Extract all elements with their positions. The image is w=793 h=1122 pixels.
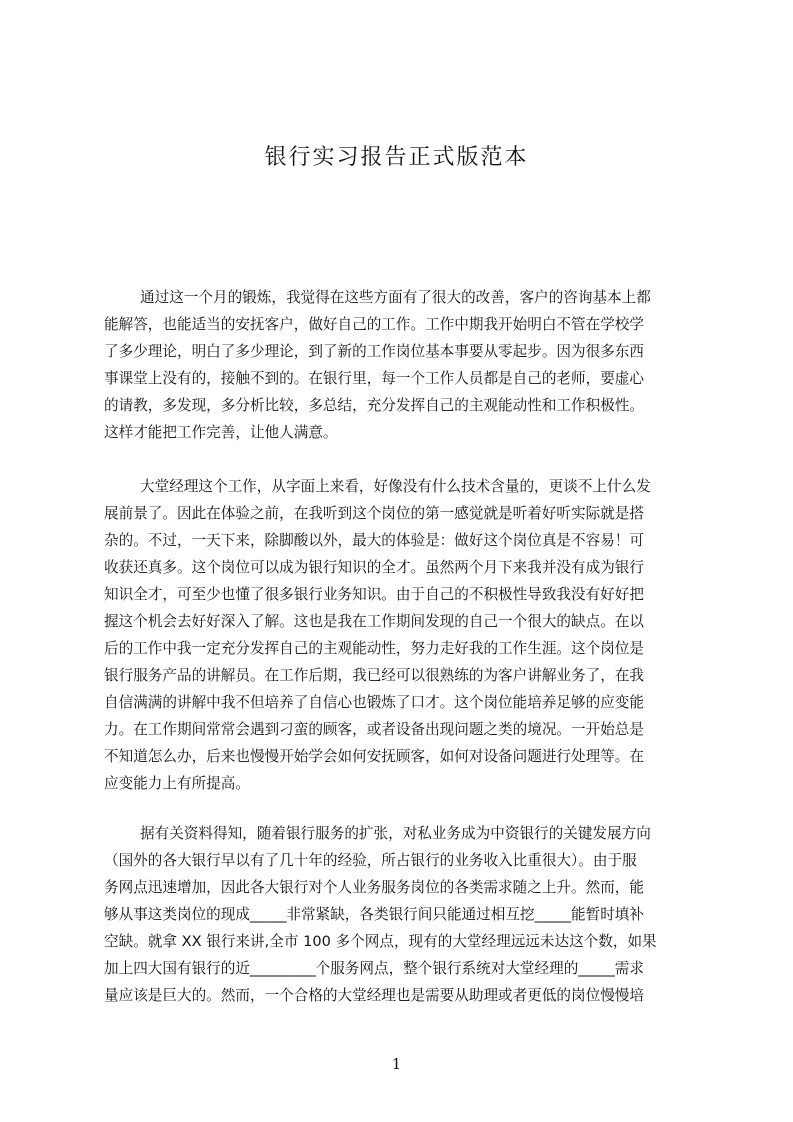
text-line: 事课堂上没有的，接触不到的。在银行里，每一个工作人员都是自己的老师，要虚心	[104, 370, 644, 387]
text-line: 的请教，多发现，多分析比较，多总结，充分发挥自己的主观能动性和工作积极性。	[104, 397, 644, 414]
text-line: 银行服务产品的讲解员。在工作后期，我已经可以很熟练的为客户讲解业务了，在我	[104, 667, 644, 684]
text-line: 后的工作中我一定充分发挥自己的主观能动性，努力走好我的工作生涯。这个岗位是	[104, 640, 644, 657]
text-line: 能解答，也能适当的安抚客户，做好自己的工作。工作中期我开始明白不管在学校学	[104, 316, 644, 333]
text-line: 了多少理论，明白了多少理论，到了新的工作岗位基本事要从零起步。因为很多东西	[104, 343, 644, 360]
text-line: 这样才能把工作完善，让他人满意。	[104, 424, 338, 441]
text-line: 量应该是巨大的。然而，一个合格的大堂经理也是需要从助理或者更低的岗位慢慢培	[104, 987, 644, 1004]
paragraph-3	[104, 820, 702, 1009]
document-title: 银行实习报告正式版范本	[264, 145, 529, 170]
text-line: 力。在工作期间常常会遇到刁蛮的顾客，或者设备出现问题之类的境况。一开始总是	[104, 721, 644, 738]
text-line: 不知道怎么办，后来也慢慢开始学会如何安抚顾客，如何对设备问题进行处理等。在	[104, 748, 644, 765]
text-line: 展前景了。因此在体验之前，在我听到这个岗位的第一感觉就是听着好听实际就是搭	[104, 505, 644, 522]
paragraph-2	[104, 473, 702, 797]
text-line: 务网点迅速增加，因此各大银行对个人业务服务岗位的各类需求随之上升。然而，能	[104, 879, 644, 896]
text-line: 加上四大国有银行的近_________个服务网点，整个银行系统对大堂经理的_____需求	[104, 960, 644, 977]
page-number: 1	[391, 1055, 402, 1073]
text-line: 知识全才，可至少也懂了很多银行业务知识。由于自己的不积极性导致我没有好好把	[104, 586, 644, 603]
text-line: 够从事这类岗位的现成_____非常紧缺，各类银行间只能通过相互挖_____能暂时填补	[104, 906, 644, 923]
text-line: 收获还真多。这个岗位可以成为银行知识的全才。虽然两个月下来我并没有成为银行	[104, 559, 644, 576]
text-line: 杂的。不过，一天下来，除脚酸以外，最大的体验是：做好这个岗位真是不容易！可	[104, 532, 644, 549]
text-line: 据有关资料得知，随着银行服务的扩张，对私业务成为中资银行的关键发展方向	[140, 825, 651, 842]
text-line: 空缺。就拿 XX 银行来讲,全市 100 多个网点，现有的大堂经理远远未达这个数，如果	[104, 933, 657, 950]
text-line: 通过这一个月的锻炼，我觉得在这些方面有了很大的改善，客户的咨询基本上都	[140, 289, 651, 306]
text-line: 大堂经理这个工作，从字面上来看，好像没有什么技术含量的，更谈不上什么发	[140, 478, 651, 495]
text-line: 应变能力上有所提高。	[104, 775, 250, 792]
text-line: 握这个机会去好好深入了解。这也是我在工作期间发现的自己一个很大的缺点。在以	[104, 613, 644, 630]
paragraph-1	[104, 284, 702, 446]
text-line: （国外的各大银行早以有了几十年的经验，所占银行的业务收入比重很大）。由于服	[104, 852, 637, 869]
text-line: 自信满满的讲解中我不但培养了自信心也锻炼了口才。这个岗位能培养足够的应变能	[104, 694, 644, 711]
